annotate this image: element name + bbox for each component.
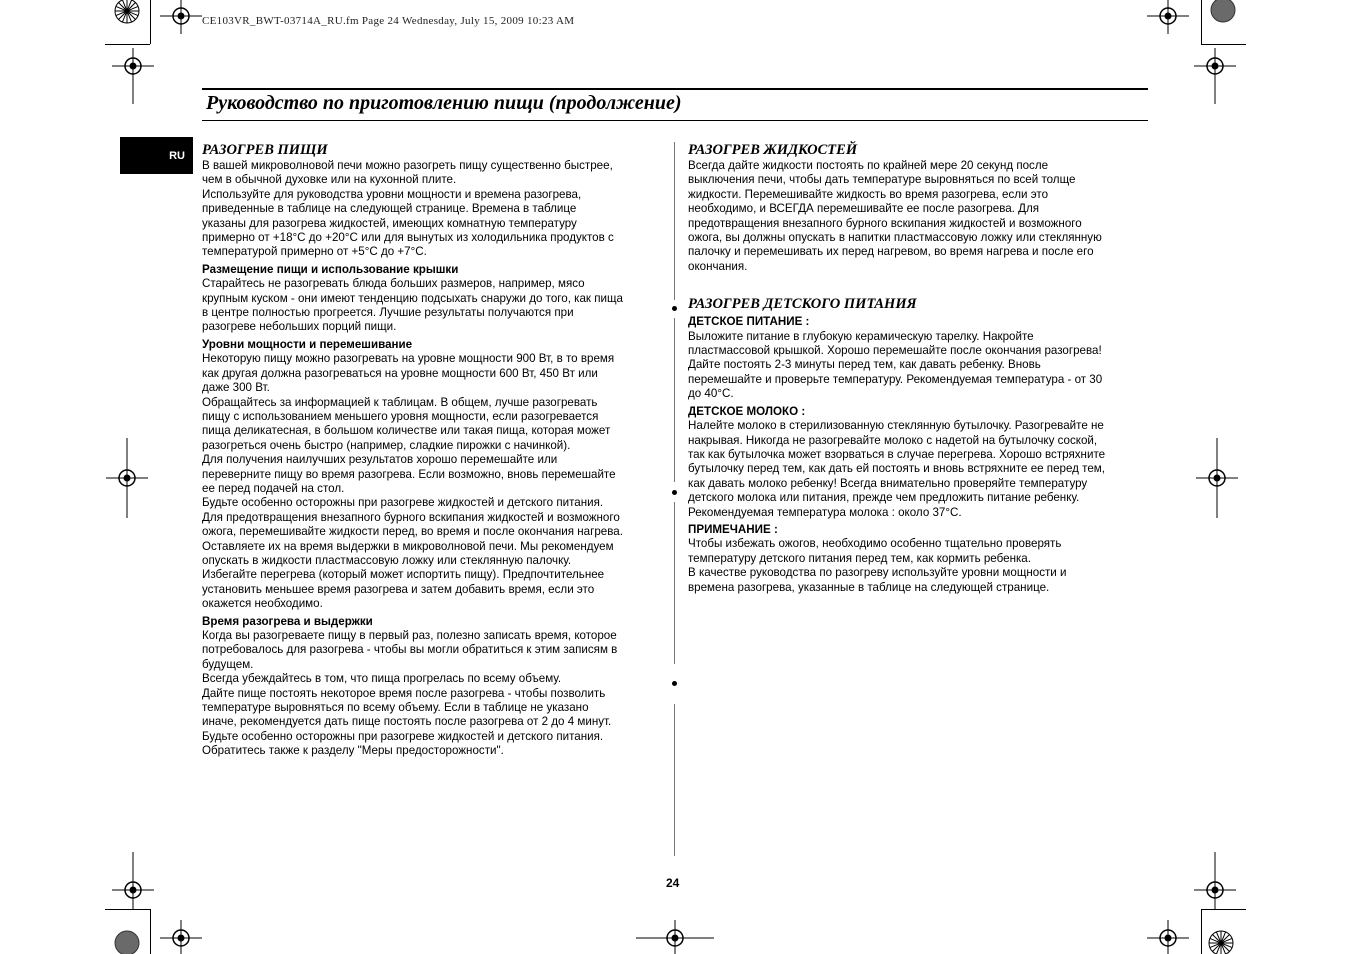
registration-mark-icon <box>112 852 154 910</box>
text-line: указаны для разогрева жидкостей, имеющих комнатную температуру <box>202 216 577 230</box>
page-number: 24 <box>666 876 680 890</box>
subsection-title-placement: Размещение пищи и использование крышки <box>202 262 459 276</box>
divider-bullet <box>672 490 677 495</box>
text-line: Чтобы избежать ожогов, необходимо особенно тщательно проверять <box>688 537 1062 551</box>
starburst-target-icon <box>112 0 142 26</box>
section-title-reheating-food: РАЗОГРЕВ ПИЩИ <box>202 142 328 158</box>
page-title: Руководство по приготовлению пищи (продолжение) <box>206 92 682 114</box>
text-line: детского молока или питания, прежде чем предложить питание ребенку. <box>688 491 1080 505</box>
registration-mark-icon <box>1194 48 1236 104</box>
intro-text <box>202 159 672 260</box>
text-line: пища деликатесная, в большом количестве или такая пища, которая может <box>202 424 611 438</box>
text-line: как давать молоко ребенку! Всегда внимательно проверяйте температуру <box>688 476 1088 490</box>
registration-mark-icon <box>636 920 714 954</box>
crop-line <box>150 909 151 954</box>
note-text <box>688 537 1158 595</box>
text-line: Когда вы разогреваете пищу в первый раз, полезно записать время, которое <box>202 629 617 642</box>
registration-mark-icon <box>160 920 202 954</box>
registration-mark-icon <box>1147 920 1189 954</box>
subsection-title-timing: Время разогрева и выдержки <box>202 614 373 628</box>
text-line: окажется необходимо. <box>202 597 323 611</box>
registration-mark-icon <box>112 48 154 104</box>
text-line: примерно от +18°C до +20°C или для вынутых из холодильника продуктов с <box>202 231 614 245</box>
text-line: Всегда убеждайтесь в том, что пища прогрелась по всему объему. <box>202 672 562 686</box>
registration-mark-icon <box>1196 438 1238 518</box>
section-title-reheating-liquids: РАЗОГРЕВ ЖИДКОСТЕЙ <box>688 142 858 158</box>
text-line: Выложите питание в глубокую керамическую тарелку. Накройте <box>688 329 1034 343</box>
registration-mark-icon <box>1194 852 1236 910</box>
text-line: окончания. <box>688 259 748 273</box>
divider-bullet <box>672 681 677 686</box>
text-line: разогреться очень быстро (например, сладкие пирожки с начинкой). <box>202 438 571 452</box>
divider-bullet <box>672 306 677 311</box>
text-line: жидкости. Перемешивайте жидкость во время разогрева, если это <box>688 187 1049 201</box>
text-line: Всегда дайте жидкости постоять по крайней мере 20 секунд после <box>688 159 1049 172</box>
registration-mark-icon <box>106 438 148 518</box>
crop-line <box>150 0 151 44</box>
text-line: переверните пищу во время разогрева. Если возможно, вновь перемешайте <box>202 467 616 481</box>
text-line: Рекомендуемая температура молока : около 37°C. <box>688 505 962 519</box>
registration-mark-icon <box>1147 0 1189 34</box>
text-line: иначе, рекомендуется дать пище постоять после разогрева от 2 до 4 минут. <box>202 715 612 729</box>
text-line: как другая должна разогреваться на уровне мощности 600 Вт, 450 Вт или <box>202 366 598 380</box>
starburst-target-icon <box>1206 928 1236 954</box>
text-line: так как бутылочка может взорваться в случае перегрева. Хорошо встряхните <box>688 447 1106 461</box>
text-line: времена разогрева, указанные в таблице на следующей странице. <box>688 580 1050 594</box>
crop-line <box>1201 0 1202 44</box>
text-line: необходимо, и ВСЕГДА перемешивайте ее после разогрева. Для <box>688 202 1040 216</box>
text-line: температуру детского питания перед тем, как кормить ребенка. <box>688 551 1031 565</box>
text-line: В вашей микроволновой печи можно разогреть пищу существенно быстрее, <box>202 159 613 172</box>
text-line: чем в обычной духовке или на кухонной плите. <box>202 173 457 187</box>
text-line: Дайте пище постоять некоторое время после разогрева - чтобы позволить <box>202 686 606 700</box>
crop-line <box>1201 44 1246 45</box>
subsection-title-baby-food: ДЕТСКОЕ ПИТАНИЕ : <box>688 315 810 329</box>
crop-line <box>105 44 150 45</box>
text-line: до 40°C. <box>688 387 734 401</box>
column-divider-bottom <box>674 704 675 856</box>
text-line: накрывая. Никогда не разогревайте молоко с надетой на бутылочку соской, <box>688 433 1098 447</box>
title-bottom-rule <box>202 120 1148 121</box>
text-line: опускать в жидкости пластмассовую ложку или стеклянную палочку. <box>202 553 572 567</box>
column-divider-lower <box>674 502 675 664</box>
text-line: потребовалось для разогрева - чтобы вы могли обратиться к этим записям в <box>202 643 618 657</box>
text-line: Для предотвращения внезапного бурного вскипания жидкостей и возможного <box>202 510 620 524</box>
text-line: температурой примерно от +5°C до +7°C. <box>202 245 427 259</box>
gray-target-icon <box>1208 0 1238 26</box>
text-line: выключения печи, чтобы дать температуре выровняться по всей толще <box>688 173 1076 187</box>
title-top-rule <box>202 88 1148 90</box>
text-line: Некоторую пищу можно разогревать на уровне мощности 900 Вт, в то время <box>202 352 615 366</box>
liquids-text <box>688 159 1158 274</box>
text-line: ожога, перемешивайте жидкости перед, во время и после окончания нагрева. <box>202 525 623 539</box>
subsection-title-power-levels: Уровни мощности и перемешивание <box>202 337 413 351</box>
column-divider-top <box>674 142 675 300</box>
text-line: предотвращения внезапного бурного вскипания жидкостей и возможного <box>688 216 1082 230</box>
registration-mark-icon <box>160 0 202 34</box>
text-line: температуре выровняться по всему объему. Если в таблице не указано <box>202 701 589 715</box>
text-line: перемешайте и проверьте температуру. Рекомендуемая температура - от 30 <box>688 372 1103 386</box>
text-line: бутылочку перед тем, как дать ей постоять и вновь встряхните ее перед тем, <box>688 462 1105 476</box>
text-line: установить меньшее время разогрева и затем добавить время, если это <box>202 582 595 596</box>
left-column <box>202 142 672 759</box>
text-line: даже 300 Вт. <box>202 381 270 395</box>
text-line: Старайтесь не разогревать блюда больших размеров, например, мясо <box>202 277 585 291</box>
baby-milk-text <box>688 419 1158 520</box>
text-line: Оставляете их на время выдержки в микроволновой печи. Мы рекомендуем <box>202 539 614 553</box>
text-line: пищу с использованием меньшего уровня мощности, если разогревается <box>202 409 599 423</box>
language-tab <box>120 137 193 174</box>
text-line: Используйте для руководства уровни мощности и времена разогрева, <box>202 187 582 201</box>
text-line: В качестве руководства по разогреву используйте уровни мощности и <box>688 566 1067 580</box>
text-line: ожога, вы должны опускать в напитки пластмассовую ложку или стеклянную <box>688 231 1102 245</box>
text-line: ее перед подачей на стол. <box>202 481 345 495</box>
crop-line <box>1201 909 1202 954</box>
section-title-baby-food: РАЗОГРЕВ ДЕТСКОГО ПИТАНИЯ <box>688 296 917 313</box>
file-header: CE103VR_BWT-03714A_RU.fm Page 24 Wednesday, July 15, 2009 10:23 AM <box>202 15 575 27</box>
section-spacer <box>688 274 1158 296</box>
text-line: палочку и перемешивать их перед нагревом, во время нагрева и после его <box>688 245 1094 259</box>
text-line: Избегайте перегрева (который может испортить пищу). Предпочтительнее <box>202 568 605 582</box>
text-line: Обращайтесь за информацией к таблицам. В общем, лучше разогревать <box>202 395 598 409</box>
text-line: Для получения наилучших результатов хорошо перемешайте или <box>202 453 558 467</box>
baby-food-text <box>688 330 1158 402</box>
text-line: пластмассовой крышкой. Хорошо перемешайте после окончания разогрева! <box>688 344 1102 358</box>
column-divider-middle <box>674 318 675 482</box>
subsection-title-note: ПРИМЕЧАНИЕ : <box>688 522 778 536</box>
text-line: Будьте особенно осторожны при разогреве жидкостей и детского питания. <box>202 496 604 510</box>
text-line: Дайте постоять 2-3 минуты перед тем, как давать ребенку. Вновь <box>688 358 1041 372</box>
power-levels-text <box>202 352 672 611</box>
text-line: в центре полностью прогреется. Лучшие результаты получаются при <box>202 306 574 320</box>
text-line: Налейте молоко в стерилизованную стеклянную бутылочку. Разогревайте не <box>688 419 1104 433</box>
text-line: крупным куском - они имеют тенденцию подсыхать снаружи до того, как пища <box>202 291 623 305</box>
subsection-title-baby-milk: ДЕТСКОЕ МОЛОКО : <box>688 404 806 418</box>
text-line: разогреве небольших порций пищи. <box>202 320 397 334</box>
timing-text <box>202 629 672 759</box>
text-line: будущем. <box>202 657 254 671</box>
placement-text <box>202 277 672 335</box>
text-line: Будьте особенно осторожны при разогреве жидкостей и детского питания. <box>202 729 604 743</box>
right-column <box>688 142 1158 595</box>
text-line: приведенные в таблице на следующей странице. Времена в таблице <box>202 202 577 216</box>
language-tab-label: RU <box>169 149 185 162</box>
text-line: Обратитесь также к разделу "Меры предосторожности". <box>202 744 504 758</box>
gray-target-icon <box>112 928 142 954</box>
